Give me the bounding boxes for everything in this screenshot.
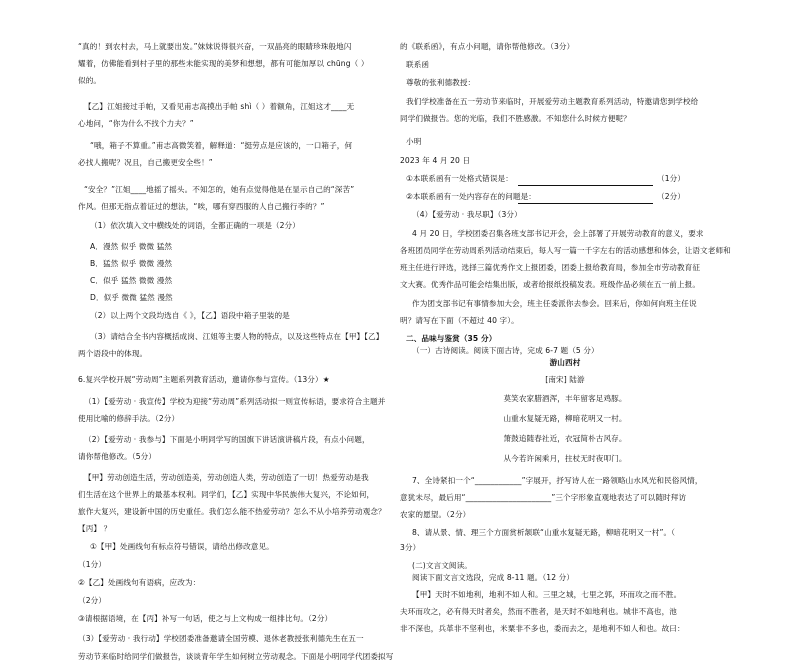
text-line: （3）请结合全书内容概括成岗、江姐等主要人物的特点，以及这些特点在【甲】【乙】 [90, 332, 384, 341]
text-line: 文大赛。优秀作品可能会结集出版，或者给报纸投稿发表。班级作品必须在五一前上报。 [400, 280, 701, 289]
text-line: B．猛然 似乎 微微 漫然 [90, 259, 173, 268]
text-line: 【甲】天时不如地利，地利不如人和。三里之城，七里之郭，环而攻之而不胜。 [412, 590, 682, 599]
text-line: 意犹未尽，最后用“______________________”三个字形象直观地表达了可以随时拜访 [400, 493, 687, 502]
text-line: 小明 [406, 137, 422, 146]
text-line: (二)文言文阅读。 [412, 561, 472, 570]
text-line: ①【甲】处画线句有标点符号错误，请给出修改意见。 [90, 542, 274, 551]
text-line: 请你帮他修改。（5分） [78, 452, 157, 461]
text-line: ③请根据语境，在【丙】补写一句话，使之与上文构成一组排比句。（2分） [78, 614, 333, 623]
poem-line: 从今若许闲乘月，拄杖无时夜叩门。 [503, 454, 627, 463]
text-line: 7、全诗紧扣一个“____________”字展开，抒写诗人在一路领略山水风光和民俗风情， [412, 476, 703, 485]
text-line: （1）【爱劳动 · 我宣传】学校为迎接“劳动周”系列活动拟一则宣传标语，要求符合主题并 [84, 397, 386, 406]
text-line: 旅作大复兴，建设新中国的历史重任。我们怎么能不热爱劳动？怎么不从小培养劳动观念？ [78, 507, 386, 516]
poem-line: 箫鼓追随春社近，衣冠简朴古风存。 [503, 434, 627, 443]
text-line: 【甲】劳动创造生活，劳动创造美，劳动创造人类，劳动创造了一切！热爱劳动是我 [84, 473, 369, 482]
text-line: 8、请从景、情、理三个方面赏析颔联“山重水复疑无路，柳暗花明又一村”。（ [412, 528, 676, 537]
text-line: 作为团支部书记有事情参加大会，班主任委派你去参会。回来后，你如何向班主任说 [412, 299, 697, 308]
text-line: “安全？”江姐____地摇了摇头。不知怎的，她有点觉得他是在显示自己的“深苦” [84, 185, 355, 194]
text-line: 我们学校准备在五一劳动节来临时，开展爱劳动主题教育系列活动，特邀请您到学校给 [406, 97, 699, 106]
text-line: 似的。 [78, 76, 102, 85]
text-line: 阅读下面文言文选段，完成 8-11 题。（12 分） [412, 573, 575, 582]
text-line: 3分） [400, 543, 421, 552]
text-line: 心地问，“你为什么不找个力夫？” [78, 119, 194, 128]
text-line: 联系函 [406, 60, 430, 69]
text-line: （2分） [657, 192, 686, 201]
text-line: 各班团员同学在劳动周系列活动结束后，每人写一篇一千字左右的活动感想和体会，让语文老师和 [400, 246, 731, 255]
text-line: 劳动节来临时给同学们做报告，谈谈青年学生如何树立劳动观念。下面是小明同学代团委拟写 [78, 652, 394, 661]
text-line: 二、品味与鉴赏（35 分） [406, 334, 497, 343]
text-line: （2）以上两个文段均选自《 》，【乙】语段中箱子里装的是 [90, 311, 290, 320]
text-line: 【乙】江姐接过手帕，又看见甫志高摸出手帕 shì（ ）着额角，江姐这才____无 [84, 102, 355, 111]
text-line: 必找人搬呢？况且，自己搬更安全些！” [78, 158, 213, 167]
text-line: 2023 年 4 月 20 日 [400, 156, 471, 165]
text-line: 夫环而攻之，必有得天时者矣，然而不胜者，是天时不如地利也。城非不高也，池 [400, 607, 677, 616]
text-line: 非不深也，兵革非不坚利也，米粟非不多也，委而去之，是地利不如人和也。故曰： [400, 624, 685, 633]
text-line: （3）【爱劳动 · 我行动】学校团委准备邀请全国劳模、退休老教授张利德先生在五一 [78, 634, 364, 643]
text-line: （2分） [78, 596, 107, 605]
text-line: （1分） [78, 560, 107, 569]
text-line: 使用比喻的修辞手法。（2分） [78, 414, 180, 423]
text-line: D．似乎 微微 猛然 漫然 [90, 293, 173, 302]
text-line: （4）【爱劳动 · 我尽职】（3分） [412, 210, 522, 219]
text-line: 尊敬的张利德教授： [406, 78, 476, 87]
text-line: 农家的愿望。（2分） [400, 510, 471, 519]
text-line: ①本联系函有一处格式错误是： [406, 174, 513, 183]
text-line: 同学们做报告。您的光临，我们不胜感激。不知您什么时候方便呢？ [400, 114, 631, 123]
text-line: 明？请写在下面（不超过 40 字）。 [400, 316, 519, 325]
text-line: 作风。但那无指点着证过的想法，“唉，哪有穿西服的人自己搬行李的？” [78, 202, 325, 211]
text-line: 班主任进行评选，选择三篇优秀作文上报团委，团委上报给教育局，参加全市劳动教育征 [400, 263, 701, 272]
text-line: （1）依次填入文中横线处的词语，全都正确的一项是（2分） [90, 221, 300, 230]
text-line: 4 月 20 日，学校团委召集各班支部书记开会，会上部署了开展劳动教育的意义，要求 [412, 229, 704, 238]
text-line: （2）【爱劳动 · 我参与】下面是小明同学写的国旗下讲话演讲稿片段，有点小问题， [84, 435, 370, 444]
answer-blank-line[interactable] [518, 177, 653, 186]
text-line: 两个语段中的体现。 [78, 349, 148, 358]
text-line: （1分） [657, 174, 686, 183]
text-line: 耀着，仿佛能看到村子里的那些未能实现的美梦和想想，都有可能加厚以 chūng（ ） [78, 59, 369, 68]
text-line: 的《联系函》，有点小问题，请你帮他修改。（3分） [400, 42, 575, 51]
text-line: A．漫然 似乎 微微 猛然 [90, 242, 173, 251]
poem-line: 莫笑农家腊酒浑，丰年留客足鸡豚。 [503, 394, 627, 403]
text-line: 6.复兴学校开展“劳动周”主题系列教育活动，邀请你参与宣传。（13分）★ [78, 375, 330, 384]
text-line: ②本联系函有一处内容存在的问题是： [406, 192, 537, 201]
text-line: 们生活在这个世界上的最基本权利。同学们，【乙】实现中华民族伟大复兴，不论如何， [78, 490, 375, 499]
text-line: “真的！到农村去，马上就要出发。”妹妹说得很兴奋，一双晶亮的眼睛珍珠般地闪 [78, 42, 352, 51]
text-line: 【丙】 ？ [78, 524, 112, 533]
poem-author: [南宋] 陆游 [545, 375, 585, 384]
answer-blank-line[interactable] [518, 195, 653, 204]
text-line: “哦，箱子不算重。”甫志高微笑着，解释道：“挺劳点是应该的，一口箱子，何 [90, 141, 353, 150]
text-line: C．似乎 猛然 微微 漫然 [90, 276, 173, 285]
poem-line: 山重水复疑无路，柳暗花明又一村。 [503, 414, 627, 423]
poem-title: 游山西村 [549, 358, 581, 367]
text-line: ②【乙】处画线句有语病，应改为： [78, 578, 201, 587]
text-line: （一）古诗阅读。阅读下面古诗，完成 6-7 题（5 分） [412, 346, 599, 355]
